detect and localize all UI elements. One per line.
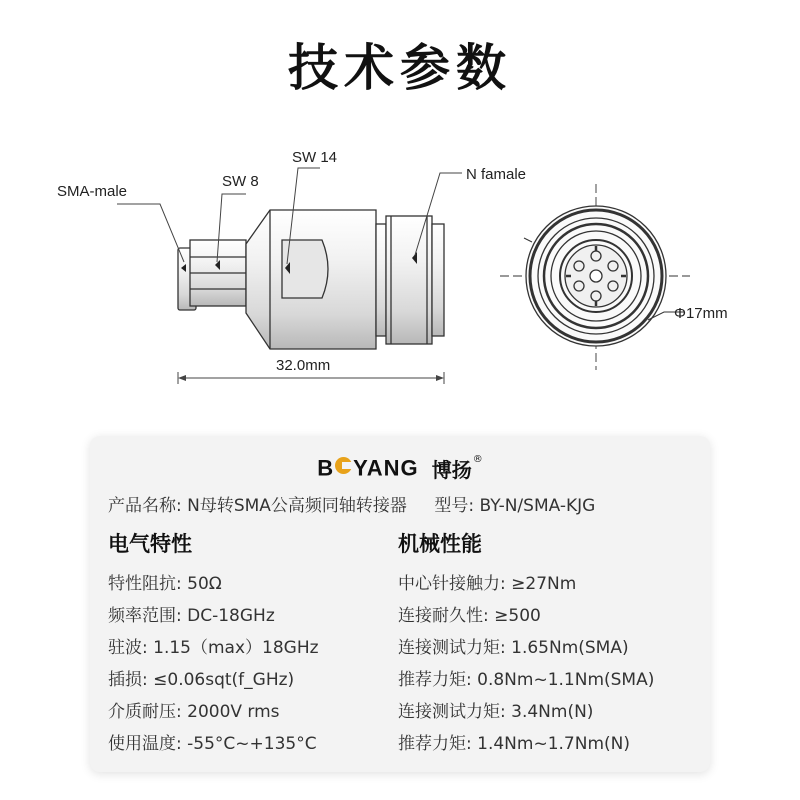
mechanical-title: 机械性能 xyxy=(398,532,482,556)
registered-mark: ® xyxy=(472,454,483,465)
page-title: 技术参数 xyxy=(288,39,512,97)
electrical-section xyxy=(108,528,319,760)
spec-row: 介质耐压: 2000V rms xyxy=(108,702,280,722)
connector-front-view xyxy=(500,184,690,370)
product-info xyxy=(108,491,595,516)
label-sw14: SW 14 xyxy=(292,149,338,166)
label-sma-male: SMA-male xyxy=(57,183,128,200)
spec-row: 连接耐久性: ≥500 xyxy=(398,606,541,626)
brand-name-en-end: YANG xyxy=(353,455,419,481)
label-diameter: Φ17mm xyxy=(674,305,728,322)
label-sw8: SW 8 xyxy=(222,173,259,190)
connector-side-view xyxy=(178,210,444,349)
spec-row: 频率范围: DC-18GHz xyxy=(108,606,275,626)
spec-row: 插损: ≤0.06sqt(f_GHz) xyxy=(108,670,295,690)
spec-row: 连接测试力矩: 1.65Nm(SMA) xyxy=(398,638,629,658)
brand-name-en-start: B xyxy=(317,455,335,481)
connector-technical-drawing xyxy=(0,130,800,400)
label-n-female: N famale xyxy=(466,166,527,183)
spec-row: 连接测试力矩: 3.4Nm(N) xyxy=(398,702,594,722)
electrical-title: 电气特性 xyxy=(108,532,192,556)
spec-row: 中心针接触力: ≥27Nm xyxy=(398,574,577,594)
product-model: 型号: BY-N/SMA-KJG xyxy=(434,496,596,516)
brand-logo xyxy=(90,454,710,483)
spec-row: 特性阻抗: 50Ω xyxy=(108,574,222,594)
spec-row: 推荐力矩: 0.8Nm~1.1Nm(SMA) xyxy=(398,670,655,690)
mechanical-section xyxy=(398,528,654,760)
product-name: 产品名称: N母转SMA公高频同轴转接器 xyxy=(108,496,407,516)
label-length: 32.0mm xyxy=(276,357,331,374)
spec-card xyxy=(90,436,710,772)
spec-row: 驻波: 1.15（max）18GHz xyxy=(108,638,319,658)
brand-o-icon xyxy=(335,457,352,474)
spec-row: 使用温度: -55°C~+135°C xyxy=(108,734,317,754)
brand-name-cn: 博扬 xyxy=(431,458,472,482)
spec-row: 推荐力矩: 1.4Nm~1.7Nm(N) xyxy=(398,734,630,754)
